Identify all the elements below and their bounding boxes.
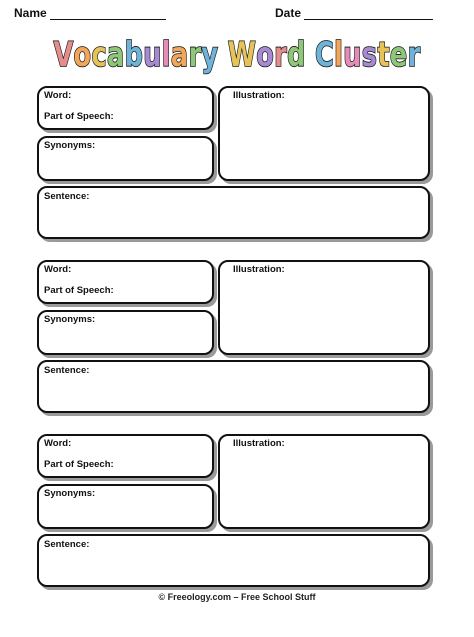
- pos-label-3: Part of Speech:: [44, 459, 114, 470]
- title-letter: o: [256, 35, 275, 76]
- name-line[interactable]: [50, 19, 166, 20]
- title-letter: a: [106, 35, 125, 76]
- synonyms-label-2: Synonyms:: [44, 314, 96, 325]
- title-letter: o: [73, 35, 92, 76]
- sentence-label-1: Sentence:: [44, 191, 90, 202]
- sentence-label-2: Sentence:: [44, 365, 90, 376]
- title-letter: a: [170, 35, 189, 76]
- illustration-label-2: Illustration:: [233, 264, 285, 275]
- svg-text:Vocabulary Word Cluster: [53, 35, 420, 75]
- sentence-box-3[interactable]: [37, 534, 430, 587]
- pos-label-1: Part of Speech:: [44, 111, 114, 122]
- date-line[interactable]: [304, 19, 433, 20]
- synonyms-label-1: Synonyms:: [44, 140, 96, 151]
- title-letter: r: [188, 35, 202, 76]
- title-letter: d: [287, 35, 306, 76]
- sentence-box-1[interactable]: [37, 186, 430, 239]
- title-letter: l: [334, 35, 344, 76]
- title-letter: u: [143, 35, 162, 76]
- word-label-2: Word:: [44, 264, 72, 275]
- title-letter: r: [407, 35, 421, 76]
- illustration-label-1: Illustration:: [233, 90, 285, 101]
- sentence-label-3: Sentence:: [44, 539, 90, 550]
- title-letter: [306, 35, 315, 75]
- page-title: [0, 30, 474, 80]
- title-letter: V: [53, 35, 74, 76]
- word-label-1: Word:: [44, 90, 72, 101]
- title-letter: W: [227, 35, 257, 76]
- title-letter: e: [389, 35, 408, 76]
- footer-credit: © Freeology.com – Free School Stuff: [158, 592, 316, 602]
- sentence-box-2[interactable]: [37, 360, 430, 413]
- date-label: Date: [275, 6, 302, 20]
- word-label-3: Word:: [44, 438, 72, 449]
- title-letter: c: [91, 35, 107, 76]
- title-letter: l: [161, 35, 171, 76]
- title-letter: r: [274, 35, 288, 76]
- title-letter: C: [314, 35, 335, 76]
- title-letter: b: [124, 35, 144, 76]
- title-letter: t: [377, 35, 390, 76]
- pos-label-2: Part of Speech:: [44, 285, 114, 296]
- title-letter: [218, 35, 227, 75]
- illustration-label-3: Illustration:: [233, 438, 285, 449]
- name-label: Name: [14, 6, 47, 20]
- title-letter: s: [361, 35, 378, 76]
- title-letter: u: [343, 35, 362, 76]
- title-letter: y: [201, 35, 219, 76]
- synonyms-label-3: Synonyms:: [44, 488, 96, 499]
